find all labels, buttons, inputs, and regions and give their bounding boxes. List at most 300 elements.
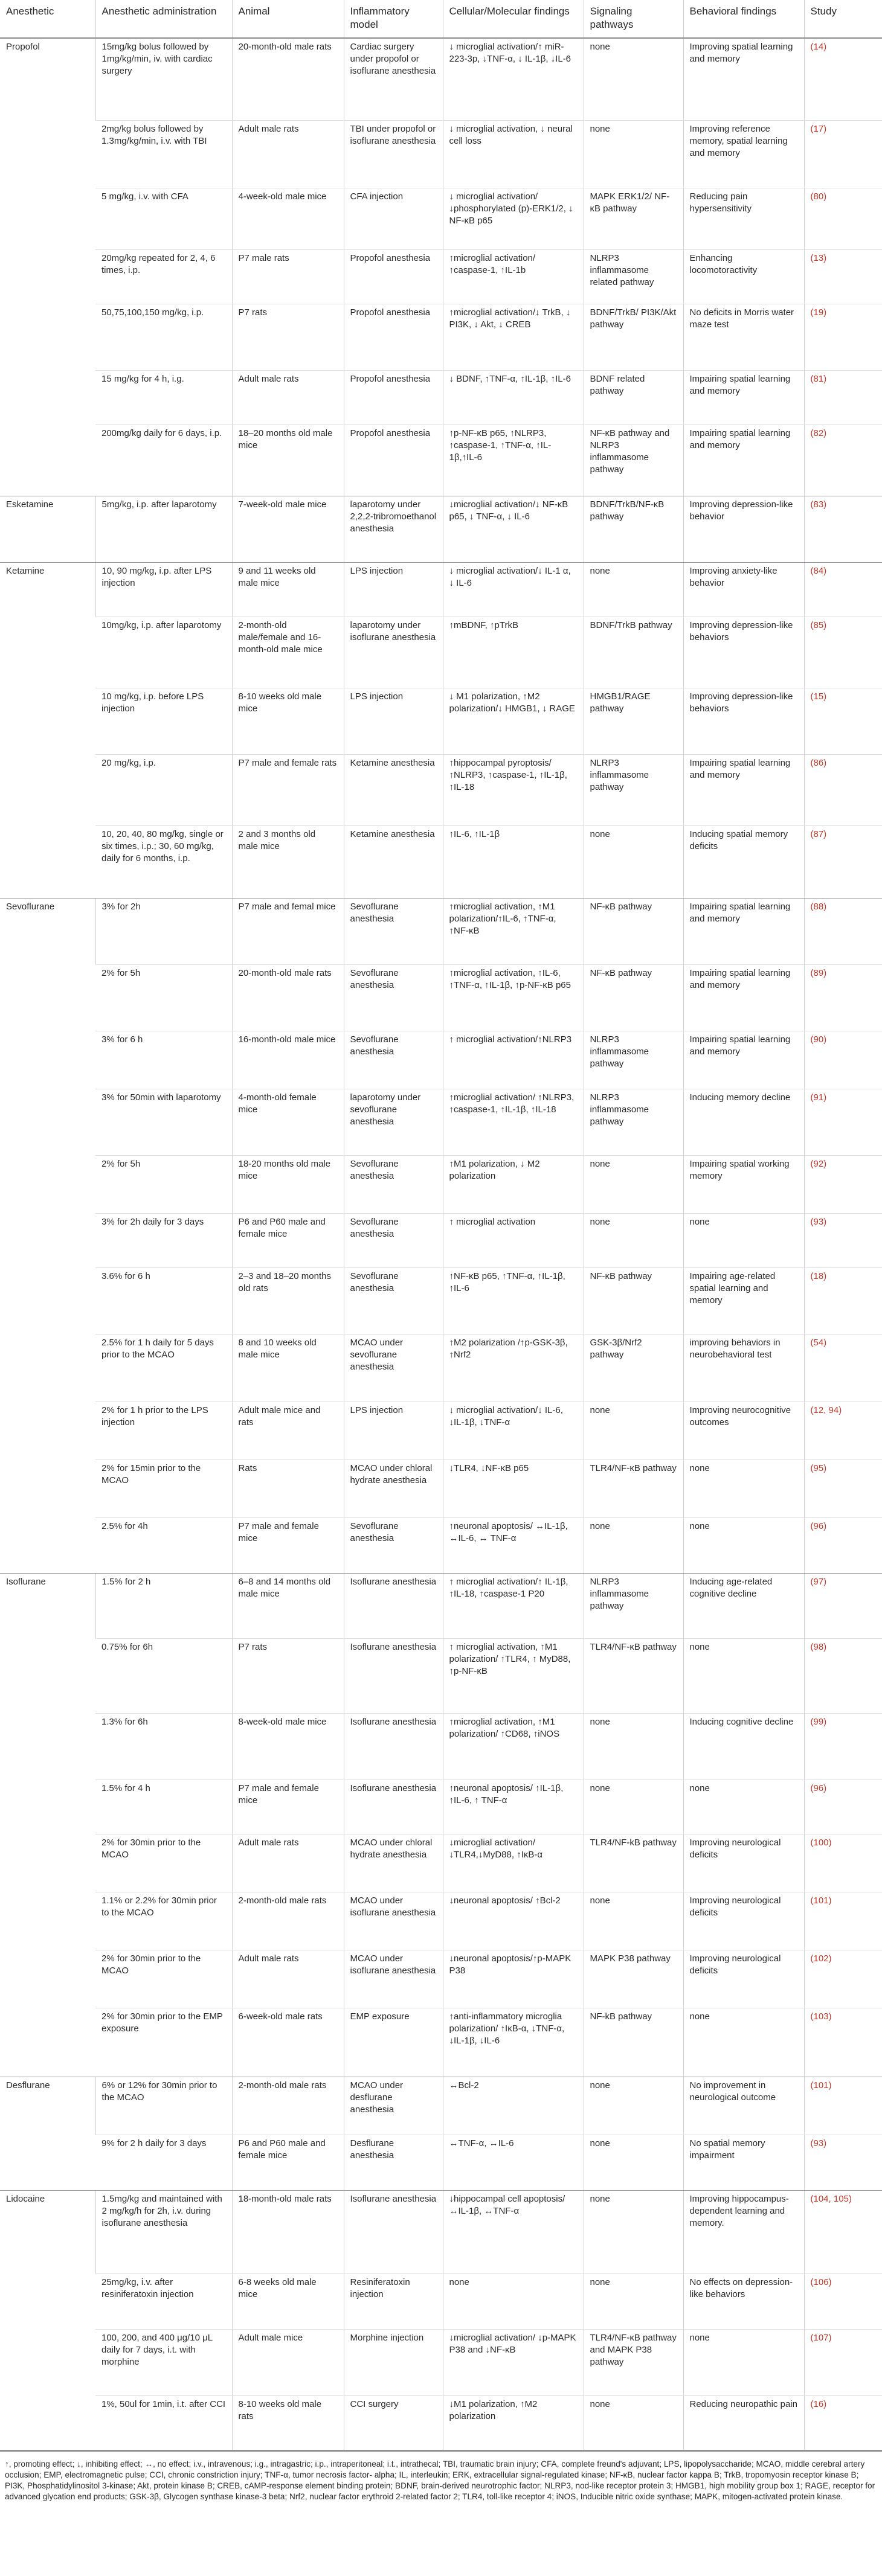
pathway-cell: none [584,38,683,120]
animal-cell: Rats [232,1459,344,1517]
findings-cell: ↓ M1 polarization, ↑M2 polarization/↓ HMGB1, ↓ RAGE [443,688,584,754]
administration-cell: 0.75% for 6h [95,1638,232,1713]
behavior-cell: Impairing spatial learning and memory [683,425,804,496]
model-cell: Propofol anesthesia [344,304,443,370]
findings-cell: ↓ BDNF, ↑TNF-α, ↑IL-1β, ↑IL-6 [443,370,584,425]
study-cell: (107) [804,2329,882,2395]
study-cell: (90) [804,1031,882,1089]
animal-cell: P7 male and female mice [232,1517,344,1573]
model-cell: TBI under propofol or isoflurane anesthesia [344,120,443,188]
study-cell: (102) [804,1950,882,2008]
pathway-cell: none [584,120,683,188]
table-row [0,754,882,825]
behavior-cell: none [683,2008,804,2077]
animal-cell: 18-month-old male rats [232,2190,344,2273]
administration-cell: 2.5% for 1 h daily for 5 days prior to the MCAO [95,1334,232,1402]
table-row [0,1713,882,1780]
administration-cell: 20mg/kg repeated for 2, 4, 6 times, i.p. [95,249,232,304]
pathway-cell: MAPK ERK1/2/ NF-κB pathway [584,188,683,249]
table-footnote: ↑, promoting effect; ↓, inhibiting effect; ↔, no effect; i.v., intravenous; i.g., intragastric; i.p., intraperitoneal; i.t., intrathecal; TBI, traumatic brain injury; CFA, complete freund's adjuvant; LPS, lipopolysaccharide; MCAO, middle cerebral artery occlusion; EMP, electromagnetic pulse; CCI, chronic constriction injury; TNF-α, tumor necrosis factor- alpha; IL, interleukin; ERK, extracellular signal-regulated kinase; NF-κB, nuclear factor kappa B; TrkB, tropomyosin receptor kinase B; PI3K, Phosphatidylinositol 3-kinase; Akt, protein kinase B; CREB, cAMP-response element binding protein; BDNF, brain-derived neurotrophic factor; NLRP3, nod-like receptor protein 3; HMGB1, high mobility group box 1; RAGE, receptor for advanced glycation end products; GSK-3β, Glycogen synthase kinase-3 beta; Nrf2, nuclear factor erythroid 2-related factor 2; TLR4, toll-like receptor 4; iNOS, Inducible nitric oxide synthase; MAPK, mitogen-activated protein kinase. [0,2450,882,2502]
animal-cell: 7-week-old male mice [232,496,344,562]
administration-cell: 3% for 2h [95,898,232,964]
administration-cell: 2.5% for 4h [95,1517,232,1573]
study-cell: (93) [804,1213,882,1267]
findings-cell: ↑mBDNF, ↑pTrkB [443,617,584,688]
model-cell: MCAO under isoflurane anesthesia [344,1892,443,1950]
pathway-cell: none [584,1713,683,1780]
pathway-cell: NF-κB pathway and NLRP3 inflammasome pathway [584,425,683,496]
animal-cell: 6–8 and 14 months old male mice [232,1573,344,1638]
study-cell: (13) [804,249,882,304]
table-row [0,1089,882,1155]
animal-cell: 2-month-old male/female and 16-month-old male mice [232,617,344,688]
animal-cell: 20-month-old male rats [232,964,344,1031]
model-cell: MCAO under sevoflurane anesthesia [344,1334,443,1402]
behavior-cell: Improving neurocognitive outcomes [683,1402,804,1459]
model-cell: Propofol anesthesia [344,370,443,425]
findings-cell: ↑microglial activation/↓ TrkB, ↓ PI3K, ↓ Akt, ↓ CREB [443,304,584,370]
findings-cell: ↓neuronal apoptosis/↑p-MAPK P38 [443,1950,584,2008]
model-cell: CFA injection [344,188,443,249]
administration-cell: 2% for 1 h prior to the LPS injection [95,1402,232,1459]
administration-cell: 2% for 30min prior to the MCAO [95,1834,232,1892]
animal-cell: 8-week-old male mice [232,1713,344,1780]
animal-cell: 18-20 months old male mice [232,1155,344,1213]
behavior-cell: Improving anxiety-like behavior [683,562,804,617]
behavior-cell: Improving depression-like behavior [683,496,804,562]
col-header-behavior: Behavioral findings [683,0,804,38]
study-cell: (106) [804,2273,882,2329]
study-cell: (54) [804,1334,882,1402]
pathway-cell: NF-κB pathway [584,1267,683,1334]
behavior-cell: Impairing spatial learning and memory [683,754,804,825]
pathway-cell: HMGB1/RAGE pathway [584,688,683,754]
pathway-cell: none [584,1155,683,1213]
pathway-cell: TLR4/NF-κB pathway [584,1459,683,1517]
model-cell: laparotomy under isoflurane anesthesia [344,617,443,688]
model-cell: EMP exposure [344,2008,443,2077]
animal-cell: 9 and 11 weeks old male mice [232,562,344,617]
pathway-cell: none [584,1213,683,1267]
table-row [0,1780,882,1834]
behavior-cell: Improving neurological deficits [683,1834,804,1892]
pathway-cell: none [584,1892,683,1950]
anesthetic-cell: Isoflurane [0,1573,95,2077]
findings-cell: ↑microglial activation, ↑IL-6, ↑TNF-α, ↑IL-1β, ↑p-NF-κB p65 [443,964,584,1031]
model-cell: CCI surgery [344,2395,443,2450]
study-cell: (98) [804,1638,882,1713]
findings-cell: ↓ microglial activation, ↓ neural cell loss [443,120,584,188]
study-cell: (84) [804,562,882,617]
study-cell: (92) [804,1155,882,1213]
administration-cell: 2% for 30min prior to the MCAO [95,1950,232,2008]
behavior-cell: none [683,1780,804,1834]
findings-cell: ↑ microglial activation/↑NLRP3 [443,1031,584,1089]
col-header-findings: Cellular/Molecular findings [443,0,584,38]
behavior-cell: Improving depression-like behaviors [683,617,804,688]
model-cell: Sevoflurane anesthesia [344,898,443,964]
behavior-cell: Impairing spatial learning and memory [683,1031,804,1089]
col-header-anesthetic: Anesthetic [0,0,95,38]
table-row [0,1031,882,1089]
table-row [0,1155,882,1213]
behavior-cell: none [683,1459,804,1517]
table-row [0,2395,882,2450]
behavior-cell: No improvement in neurological outcome [683,2077,804,2135]
study-cell: (96) [804,1780,882,1834]
animal-cell: P6 and P60 male and female mice [232,1213,344,1267]
table-row [0,2135,882,2190]
pathway-cell: MAPK P38 pathway [584,1950,683,2008]
behavior-cell: Improving neurological deficits [683,1950,804,2008]
model-cell: Isoflurane anesthesia [344,2190,443,2273]
administration-cell: 20 mg/kg, i.p. [95,754,232,825]
behavior-cell: improving behaviors in neurobehavioral test [683,1334,804,1402]
administration-cell: 10, 90 mg/kg, i.p. after LPS injection [95,562,232,617]
animal-cell: 6-8 weeks old male mice [232,2273,344,2329]
animal-cell: P7 male rats [232,249,344,304]
behavior-cell: none [683,2329,804,2395]
col-header-animal: Animal [232,0,344,38]
administration-cell: 2% for 5h [95,964,232,1031]
study-cell: (19) [804,304,882,370]
animal-cell: 6-week-old male rats [232,2008,344,2077]
findings-cell: ↑IL-6, ↑IL-1β [443,825,584,898]
findings-cell: ↑anti-inflammatory microglia polarization/ ↑IκB-α, ↓TNF-α, ↓IL-1β, ↓IL-6 [443,2008,584,2077]
administration-cell: 10mg/kg, i.p. after laparotomy [95,617,232,688]
animal-cell: Adult male rats [232,120,344,188]
table-row [0,2190,882,2273]
study-cell: (18) [804,1267,882,1334]
table-row [0,1834,882,1892]
behavior-cell: Inducing age-related cognitive decline [683,1573,804,1638]
animal-cell: P7 male and femal mice [232,898,344,964]
model-cell: LPS injection [344,1402,443,1459]
animal-cell: 2-month-old male rats [232,2077,344,2135]
study-cell: (88) [804,898,882,964]
administration-cell: 5 mg/kg, i.v. with CFA [95,188,232,249]
animal-cell: 2–3 and 18–20 months old rats [232,1267,344,1334]
table-row [0,2329,882,2395]
table-row [0,1334,882,1402]
administration-cell: 1.5mg/kg and maintained with 2 mg/kg/h for 2h, i.v. during isoflurane anesthesia [95,2190,232,2273]
model-cell: Propofol anesthesia [344,425,443,496]
findings-cell: ↓ microglial activation/↓ IL-1 α, ↓ IL-6 [443,562,584,617]
pathway-cell: none [584,2135,683,2190]
study-cell: (85) [804,617,882,688]
behavior-cell: none [683,1638,804,1713]
animal-cell: 18–20 months old male mice [232,425,344,496]
animal-cell: P7 male and female mice [232,1780,344,1834]
behavior-cell: Inducing spatial memory deficits [683,825,804,898]
table-row [0,304,882,370]
table-row [0,496,882,562]
study-cell: (83) [804,496,882,562]
pathway-cell: TLR4/NF-kB pathway [584,1834,683,1892]
animal-cell: Adult male rats [232,370,344,425]
pathway-cell: none [584,2077,683,2135]
administration-cell: 2% for 15min prior to the MCAO [95,1459,232,1517]
animal-cell: 16-month-old male mice [232,1031,344,1089]
animal-cell: 8-10 weeks old male rats [232,2395,344,2450]
administration-cell: 2% for 30min prior to the EMP exposure [95,2008,232,2077]
pathway-cell: none [584,1780,683,1834]
model-cell: MCAO under isoflurane anesthesia [344,1950,443,2008]
table-row [0,617,882,688]
model-cell: Sevoflurane anesthesia [344,964,443,1031]
findings-cell: ↑ microglial activation, ↑M1 polarization/ ↑TLR4, ↑ MyD88, ↑p-NF-κB [443,1638,584,1713]
pathway-cell: GSK-3β/Nrf2 pathway [584,1334,683,1402]
table-row [0,1892,882,1950]
animal-cell: Adult male mice [232,2329,344,2395]
animal-cell: 4-week-old male mice [232,188,344,249]
findings-cell: ↔Bcl-2 [443,2077,584,2135]
findings-cell: ↓microglial activation/↓ NF-κB p65, ↓ TNF-α, ↓ IL-6 [443,496,584,562]
findings-cell: ↓ microglial activation/↓phosphorylated (p)-ERK1/2, ↓ NF-κB p65 [443,188,584,249]
model-cell: Resiniferatoxin injection [344,2273,443,2329]
pathway-cell: TLR4/NF-κB pathway and MAPK P38 pathway [584,2329,683,2395]
findings-cell: ↓M1 polarization, ↑M2 polarization [443,2395,584,2450]
administration-cell: 1.5% for 4 h [95,1780,232,1834]
table-row [0,2077,882,2135]
findings-cell: ↑neuronal apoptosis/ ↔IL-1β, ↔IL-6, ↔ TNF-α [443,1517,584,1573]
behavior-cell: none [683,1517,804,1573]
findings-cell: ↓ microglial activation/↓ IL-6, ↓IL-1β, ↓TNF-α [443,1402,584,1459]
table-row [0,1459,882,1517]
findings-cell: ↓ microglial activation/↑ miR-223-3p, ↓TNF-α, ↓ IL-1β, ↓IL-6 [443,38,584,120]
study-cell: (97) [804,1573,882,1638]
behavior-cell: none [683,1213,804,1267]
administration-cell: 15mg/kg bolus followed by 1mg/kg/min, iv. with cardiac surgery [95,38,232,120]
pathway-cell: none [584,825,683,898]
table-row [0,688,882,754]
table-row [0,1267,882,1334]
administration-cell: 1.1% or 2.2% for 30min prior to the MCAO [95,1892,232,1950]
study-cell: (12, 94) [804,1402,882,1459]
table-row [0,120,882,188]
study-cell: (86) [804,754,882,825]
anesthetic-cell: Ketamine [0,562,95,898]
header-row [0,0,882,38]
animal-cell: 8-10 weeks old male mice [232,688,344,754]
pathway-cell: NF-κB pathway [584,964,683,1031]
study-cell: (96) [804,1517,882,1573]
pathway-cell: BDNF/TrkB pathway [584,617,683,688]
findings-cell: ↑M2 polarization /↑p-GSK-3β, ↑Nrf2 [443,1334,584,1402]
model-cell: Desflurane anesthesia [344,2135,443,2190]
pathway-cell: none [584,2273,683,2329]
model-cell: MCAO under desflurane anesthesia [344,2077,443,2135]
findings-cell: ↓microglial activation/ ↓TLR4,↓MyD88, ↑IκB-α [443,1834,584,1892]
findings-cell: ↓neuronal apoptosis/ ↑Bcl-2 [443,1892,584,1950]
study-cell: (93) [804,2135,882,2190]
administration-cell: 10 mg/kg, i.p. before LPS injection [95,688,232,754]
pathway-cell: BDNF related pathway [584,370,683,425]
table-row [0,188,882,249]
findings-cell: none [443,2273,584,2329]
administration-cell: 1.5% for 2 h [95,1573,232,1638]
animal-cell: Adult male mice and rats [232,1402,344,1459]
administration-cell: 1.3% for 6h [95,1713,232,1780]
pathway-cell: NLRP3 inflammasome pathway [584,1573,683,1638]
behavior-cell: Impairing age-related spatial learning and memory [683,1267,804,1334]
model-cell: Isoflurane anesthesia [344,1638,443,1713]
administration-cell: 5mg/kg, i.p. after laparotomy [95,496,232,562]
study-cell: (82) [804,425,882,496]
administration-cell: 1%, 50ul for 1min, i.t. after CCI [95,2395,232,2450]
study-cell: (103) [804,2008,882,2077]
table-row [0,2273,882,2329]
table-row [0,1638,882,1713]
administration-cell: 50,75,100,150 mg/kg, i.p. [95,304,232,370]
model-cell: Isoflurane anesthesia [344,1780,443,1834]
model-cell: Isoflurane anesthesia [344,1573,443,1638]
anesthetic-cell: Esketamine [0,496,95,562]
findings-cell: ↑hippocampal pyroptosis/↑NLRP3, ↑caspase-1, ↑IL-1β, ↑IL-18 [443,754,584,825]
behavior-cell: Enhancing locomotoractivity [683,249,804,304]
administration-cell: 3% for 2h daily for 3 days [95,1213,232,1267]
model-cell: MCAO under chloral hydrate anesthesia [344,1834,443,1892]
pathway-cell: none [584,2395,683,2450]
col-header-administration: Anesthetic administration [95,0,232,38]
table-row [0,898,882,964]
model-cell: Sevoflurane anesthesia [344,1213,443,1267]
administration-cell: 3% for 6 h [95,1031,232,1089]
behavior-cell: Improving neurological deficits [683,1892,804,1950]
model-cell: Cardiac surgery under propofol or isoflurane anesthesia [344,38,443,120]
anesthetic-cell: Sevoflurane [0,898,95,1573]
administration-cell: 2% for 5h [95,1155,232,1213]
study-cell: (80) [804,188,882,249]
behavior-cell: Reducing pain hypersensitivity [683,188,804,249]
model-cell: Sevoflurane anesthesia [344,1031,443,1089]
model-cell: Sevoflurane anesthesia [344,1517,443,1573]
study-cell: (81) [804,370,882,425]
findings-cell: ↓microglial activation/ ↓p-MAPK P38 and ↓NF-κB [443,2329,584,2395]
table-row [0,964,882,1031]
behavior-cell: No effects on depression-like behaviors [683,2273,804,2329]
col-header-model: Inflammatory model [344,0,443,38]
table-row [0,825,882,898]
animal-cell: 20-month-old male rats [232,38,344,120]
findings-cell: ↑neuronal apoptosis/ ↑IL-1β, ↑IL-6, ↑ TNF-α [443,1780,584,1834]
table-body [0,38,882,2450]
pathway-cell: NLRP3 inflammasome related pathway [584,249,683,304]
table-row [0,2008,882,2077]
study-cell: (104, 105) [804,2190,882,2273]
animal-cell: 4-month-old female mice [232,1089,344,1155]
study-cell: (99) [804,1713,882,1780]
model-cell: laparotomy under 2,2,2-tribromoethanol anesthesia [344,496,443,562]
findings-cell: ↑microglial activation, ↑M1 polarization/ ↑CD68, ↑iNOS [443,1713,584,1780]
table-row [0,249,882,304]
table-row [0,562,882,617]
behavior-cell: Impairing spatial working memory [683,1155,804,1213]
study-cell: (14) [804,38,882,120]
study-cell: (87) [804,825,882,898]
administration-cell: 15 mg/kg for 4 h, i.g. [95,370,232,425]
pathway-cell: NF-κB pathway [584,898,683,964]
behavior-cell: Inducing memory decline [683,1089,804,1155]
table-row [0,1950,882,2008]
pathway-cell: BDNF/TrkB/ PI3K/Akt pathway [584,304,683,370]
behavior-cell: Improving reference memory, spatial learning and memory [683,120,804,188]
administration-cell: 100, 200, and 400 μg/10 μL daily for 7 days, i.t. with morphine [95,2329,232,2395]
findings-cell: ↑ microglial activation/↑ IL-1β, ↑IL-18, ↑caspase-1 P20 [443,1573,584,1638]
animal-cell: Adult male rats [232,1834,344,1892]
animal-cell: Adult male rats [232,1950,344,2008]
study-cell: (89) [804,964,882,1031]
table-row [0,38,882,120]
behavior-cell: Impairing spatial learning and memory [683,964,804,1031]
model-cell: Sevoflurane anesthesia [344,1155,443,1213]
table-row [0,1573,882,1638]
findings-cell: ↑M1 polarization, ↓ M2 polarization [443,1155,584,1213]
model-cell: Sevoflurane anesthesia [344,1267,443,1334]
col-header-study: Study [804,0,882,38]
pathway-cell: NLRP3 inflammasome pathway [584,754,683,825]
animal-cell: P7 rats [232,304,344,370]
table-row [0,1213,882,1267]
pathway-cell: none [584,562,683,617]
administration-cell: 200mg/kg daily for 6 days, i.p. [95,425,232,496]
pathway-cell: none [584,2190,683,2273]
behavior-cell: Inducing cognitive decline [683,1713,804,1780]
administration-cell: 10, 20, 40, 80 mg/kg, single or six times, i.p.; 30, 60 mg/kg, daily for 6 months, i.p. [95,825,232,898]
model-cell: Ketamine anesthesia [344,825,443,898]
model-cell: Ketamine anesthesia [344,754,443,825]
behavior-cell: Improving spatial learning and memory [683,38,804,120]
pathway-cell: NLRP3 inflammasome pathway [584,1031,683,1089]
table-row [0,425,882,496]
pathway-cell: BDNF/TrkB/NF-κB pathway [584,496,683,562]
behavior-cell: Impairing spatial learning and memory [683,898,804,964]
behavior-cell: No deficits in Morris water maze test [683,304,804,370]
animal-cell: 2 and 3 months old male mice [232,825,344,898]
model-cell: laparotomy under sevoflurane anesthesia [344,1089,443,1155]
model-cell: Propofol anesthesia [344,249,443,304]
pathway-cell: none [584,1517,683,1573]
administration-cell: 6% or 12% for 30min prior to the MCAO [95,2077,232,2135]
behavior-cell: Improving depression-like behaviors [683,688,804,754]
findings-cell: ↓hippocampal cell apoptosis/↔IL-1β, ↔TNF-α [443,2190,584,2273]
animal-cell: P7 male and female rats [232,754,344,825]
study-cell: (101) [804,1892,882,1950]
behavior-cell: Impairing spatial learning and memory [683,370,804,425]
animal-cell: 8 and 10 weeks old male mice [232,1334,344,1402]
findings-cell: ↑ microglial activation [443,1213,584,1267]
col-header-pathways: Signaling pathways [584,0,683,38]
administration-cell: 3% for 50min with laparotomy [95,1089,232,1155]
anesthetic-cell: Desflurane [0,2077,95,2190]
study-cell: (16) [804,2395,882,2450]
behavior-cell: Reducing neuropathic pain [683,2395,804,2450]
findings-cell: ↔TNF-α, ↔IL-6 [443,2135,584,2190]
model-cell: MCAO under chloral hydrate anesthesia [344,1459,443,1517]
pathway-cell: TLR4/NF-κB pathway [584,1638,683,1713]
behavior-cell: Improving hippocampus-dependent learning and memory. [683,2190,804,2273]
table-row [0,370,882,425]
anesthetic-cell: Lidocaine [0,2190,95,2450]
study-cell: (95) [804,1459,882,1517]
administration-cell: 3.6% for 6 h [95,1267,232,1334]
animal-cell: 2-month-old male rats [232,1892,344,1950]
study-cell: (91) [804,1089,882,1155]
model-cell: Morphine injection [344,2329,443,2395]
study-cell: (100) [804,1834,882,1892]
findings-cell: ↑microglial activation, ↑M1 polarization/↑IL-6, ↑TNF-α, ↑NF-κB [443,898,584,964]
findings-cell: ↓TLR4, ↓NF-κB p65 [443,1459,584,1517]
